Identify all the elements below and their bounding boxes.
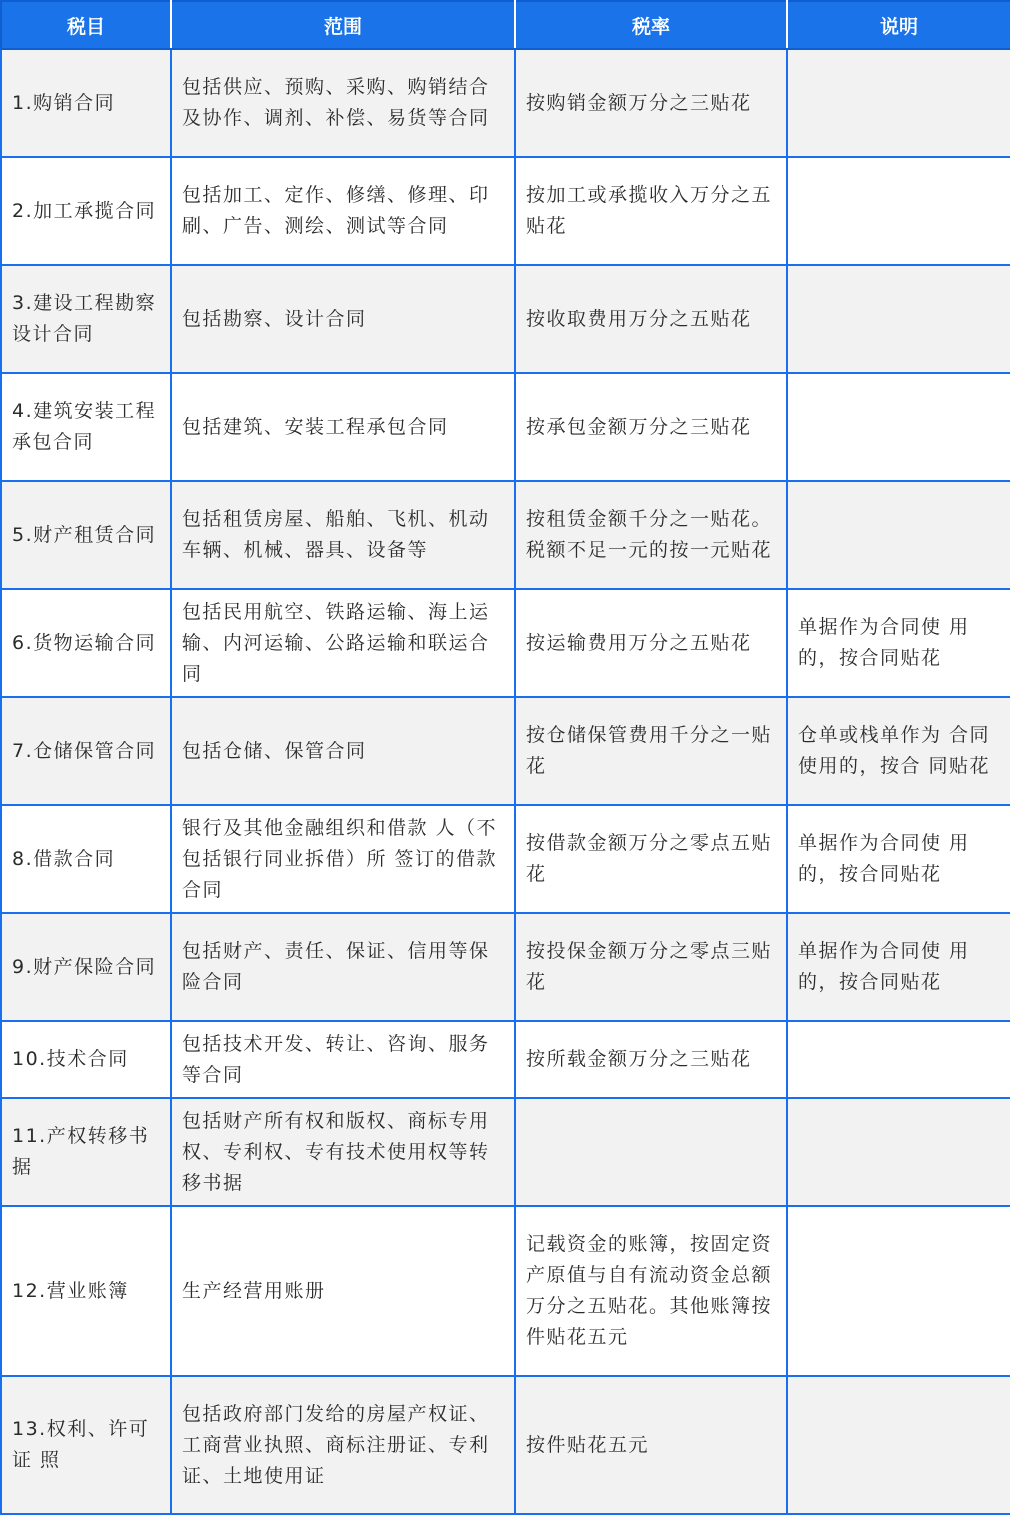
- cell-note: 单据作为合同使 用的，按合同贴花: [787, 805, 1010, 913]
- table-row: [1, 265, 1010, 373]
- cell-rate: [515, 1098, 787, 1206]
- header-item: 税目: [1, 1, 171, 49]
- cell-item: 5.财产租赁合同: [1, 481, 171, 589]
- cell-scope: 生产经营用账册: [171, 1206, 515, 1376]
- cell-note: 单据作为合同使 用的，按合同贴花: [787, 913, 1010, 1021]
- cell-scope: 包括建筑、安装工程承包合同: [171, 373, 515, 481]
- cell-scope: 包括政府部门发给的房屋产权证、工商营业执照、商标注册证、专利证、土地使用证: [171, 1376, 515, 1514]
- cell-scope: 包括供应、预购、采购、购销结合及协作、调剂、补偿、易货等合同: [171, 49, 515, 157]
- cell-rate: 按投保金额万分之零点三贴花: [515, 913, 787, 1021]
- header-note: 说明: [787, 1, 1010, 49]
- cell-rate: 按仓储保管费用千分之一贴花: [515, 697, 787, 805]
- cell-note: [787, 265, 1010, 373]
- cell-note: 仓单或栈单作为 合同使用的，按合 同贴花: [787, 697, 1010, 805]
- table-row: [1, 1021, 1010, 1098]
- cell-rate: 按运输费用万分之五贴花: [515, 589, 787, 697]
- cell-item: 9.财产保险合同: [1, 913, 171, 1021]
- cell-scope: 包括租赁房屋、船舶、飞机、机动车辆、机械、器具、设备等: [171, 481, 515, 589]
- cell-note: [787, 1098, 1010, 1206]
- cell-note: [787, 481, 1010, 589]
- cell-item: 7.仓储保管合同: [1, 697, 171, 805]
- table-row: [1, 1098, 1010, 1206]
- cell-rate: 按加工或承揽收入万分之五贴花: [515, 157, 787, 265]
- cell-item: 12.营业账簿: [1, 1206, 171, 1376]
- cell-item: 10.技术合同: [1, 1021, 171, 1098]
- cell-rate: 按承包金额万分之三贴花: [515, 373, 787, 481]
- cell-rate: 按件贴花五元: [515, 1376, 787, 1514]
- table-row: [1, 589, 1010, 697]
- cell-scope: 包括技术开发、转让、咨询、服务等合同: [171, 1021, 515, 1098]
- cell-note: [787, 1021, 1010, 1098]
- cell-item: 11.产权转移书据: [1, 1098, 171, 1206]
- table-row: [1, 805, 1010, 913]
- header-rate: 税率: [515, 1, 787, 49]
- header-scope: 范围: [171, 1, 515, 49]
- table-row: [1, 1376, 1010, 1514]
- cell-item: 1.购销合同: [1, 49, 171, 157]
- table-row: [1, 373, 1010, 481]
- cell-rate: 按购销金额万分之三贴花: [515, 49, 787, 157]
- cell-note: [787, 373, 1010, 481]
- cell-rate: 按租赁金额千分之一贴花。税额不足一元的按一元贴花: [515, 481, 787, 589]
- cell-scope: 包括财产、责任、保证、信用等保险合同: [171, 913, 515, 1021]
- cell-note: [787, 1376, 1010, 1514]
- cell-note: [787, 49, 1010, 157]
- table-row: [1, 157, 1010, 265]
- cell-note: [787, 157, 1010, 265]
- table-row: [1, 1206, 1010, 1376]
- cell-scope: 包括勘察、设计合同: [171, 265, 515, 373]
- cell-item: 4.建筑安装工程承包合同: [1, 373, 171, 481]
- cell-scope: 包括民用航空、铁路运输、海上运输、内河运输、公路运输和联运合同: [171, 589, 515, 697]
- table-row: [1, 49, 1010, 157]
- cell-scope: 包括仓储、保管合同: [171, 697, 515, 805]
- table-row: [1, 913, 1010, 1021]
- cell-note: 单据作为合同使 用的，按合同贴花: [787, 589, 1010, 697]
- cell-scope: 银行及其他金融组织和借款 人（不包括银行同业拆借）所 签订的借款合同: [171, 805, 515, 913]
- cell-item: 6.货物运输合同: [1, 589, 171, 697]
- cell-scope: 包括财产所有权和版权、商标专用权、专利权、专有技术使用权等转移书据: [171, 1098, 515, 1206]
- cell-scope: 包括加工、定作、修缮、修理、印刷、广告、测绘、测试等合同: [171, 157, 515, 265]
- cell-rate: 记载资金的账簿，按固定资产原值与自有流动资金总额万分之五贴花。其他账簿按件贴花五元: [515, 1206, 787, 1376]
- cell-item: 3.建设工程勘察设计合同: [1, 265, 171, 373]
- table-row: [1, 481, 1010, 589]
- cell-rate: 按收取费用万分之五贴花: [515, 265, 787, 373]
- cell-item: 8.借款合同: [1, 805, 171, 913]
- cell-rate: 按所载金额万分之三贴花: [515, 1021, 787, 1098]
- cell-item: 2.加工承揽合同: [1, 157, 171, 265]
- cell-rate: 按借款金额万分之零点五贴花: [515, 805, 787, 913]
- cell-note: [787, 1206, 1010, 1376]
- table-row: [1, 697, 1010, 805]
- header-row: [1, 1, 1010, 49]
- cell-item: 13.权利、许可证 照: [1, 1376, 171, 1514]
